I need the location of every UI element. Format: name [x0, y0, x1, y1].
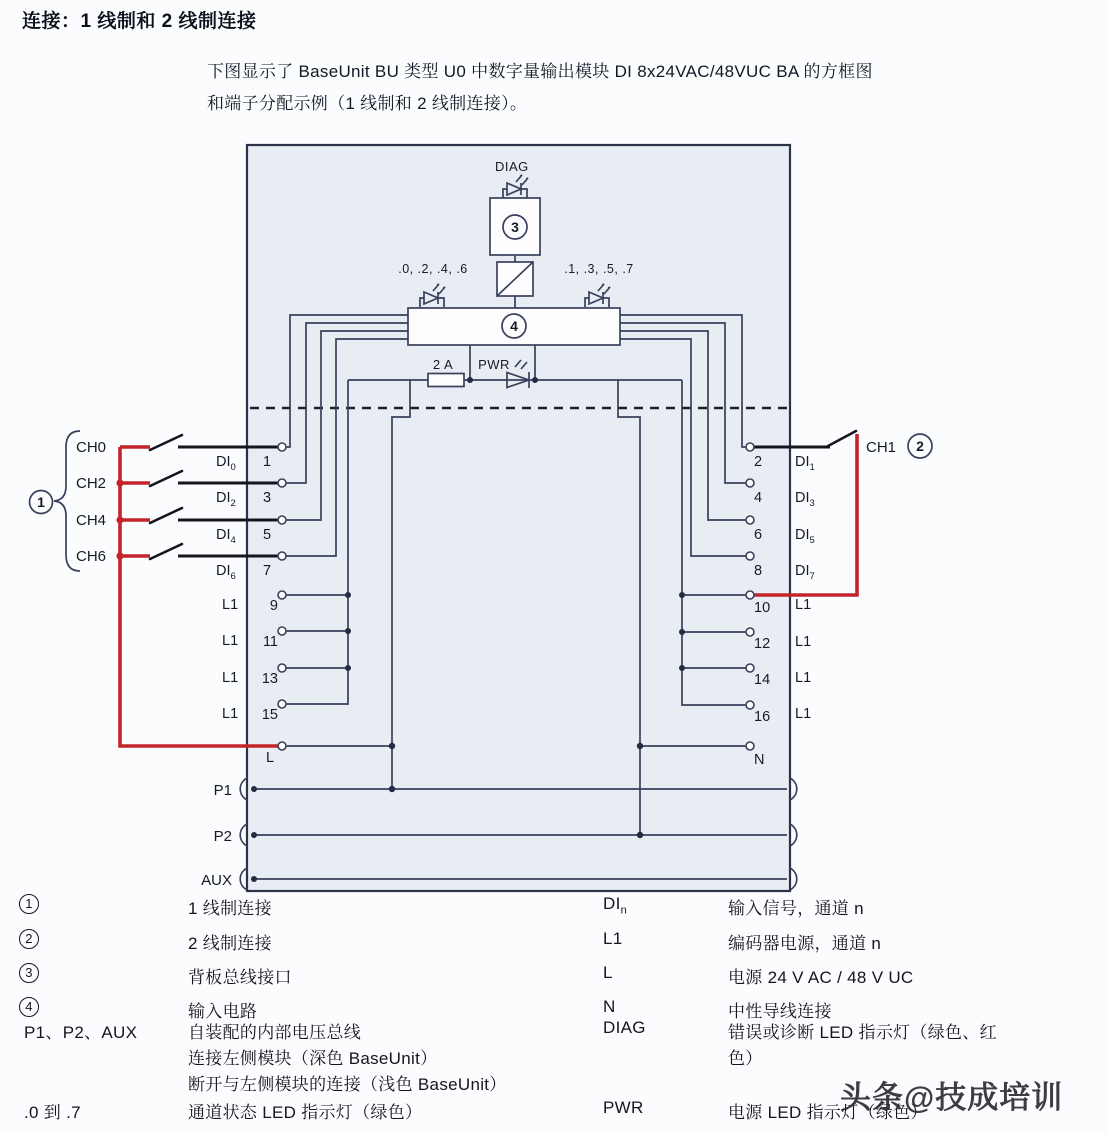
callout-1: 1 — [37, 494, 45, 510]
di6-label: $DI_6$ — [216, 563, 236, 582]
channel-led-right-label: .1, .3, .5, .7 — [564, 262, 634, 276]
legend-key-l: L — [603, 963, 613, 982]
terminal-3: 3 — [263, 490, 272, 506]
legend-key-p1p2aux: P1、P2、AUX — [24, 1023, 138, 1042]
legend-desc-4: 输入电路 — [188, 1002, 258, 1021]
terminal-6: 6 — [754, 527, 763, 543]
legend-desc-1: 1 线制连接 — [188, 899, 272, 918]
terminal-l: L — [266, 750, 275, 766]
ch4-label: CH4 — [76, 512, 107, 529]
switch-blade-right — [828, 431, 856, 446]
terminal-5: 5 — [263, 527, 272, 543]
channel-led-left-label: .0, .2, .4, .6 — [398, 262, 468, 276]
page-title: 连接：1 线制和 2 线制连接 — [22, 11, 257, 32]
l1-label-left-4: L1 — [222, 706, 239, 722]
legend-desc-n: 中性导线连接 — [728, 1002, 832, 1021]
l1-label-left-2: L1 — [222, 633, 239, 649]
legend-desc-din: 输入信号，通道 n — [728, 899, 864, 918]
switch-blades-left — [150, 435, 182, 559]
terminal-7: 7 — [263, 563, 272, 579]
terminal-10: 10 — [754, 600, 771, 616]
l1-label-left-1: L1 — [222, 597, 239, 613]
bus-p1-label: P1 — [213, 782, 232, 799]
intro-text-line1: 下图显示了 BaseUnit BU 类型 U0 中数字量输出模块 DI 8x24VAC/48VUC BA 的方框图 — [207, 62, 873, 81]
legend-desc-diag-1: 错误或诊断 LED 指示灯（绿色、红 — [728, 1023, 997, 1042]
legend-key-pwr: PWR — [603, 1098, 644, 1117]
legend-key-2: 2 — [19, 928, 39, 949]
bus-p2-label: P2 — [213, 828, 232, 845]
terminal-13: 13 — [261, 671, 278, 687]
ch2-label: CH2 — [76, 475, 107, 492]
terminal-4: 4 — [754, 490, 763, 506]
l1-label-right-3: L1 — [795, 670, 812, 686]
red-stubs-left — [120, 447, 150, 556]
legend-desc-2: 2 线制连接 — [188, 934, 272, 953]
ch0-label: CH0 — [76, 439, 107, 456]
terminal-15: 15 — [261, 707, 278, 723]
terminal-16: 16 — [754, 709, 771, 725]
di2-label: $DI_2$ — [216, 490, 236, 509]
terminal-1: 1 — [263, 454, 272, 470]
di0-label: $DI_0$ — [216, 454, 236, 473]
legend-key-4: 4 — [19, 996, 39, 1017]
callout-2: 2 — [916, 438, 924, 454]
legend-desc-3: 背板总线接口 — [188, 968, 292, 987]
terminal-14: 14 — [754, 672, 771, 688]
callout-3: 3 — [511, 219, 519, 235]
terminal-8: 8 — [754, 563, 763, 579]
di3-label: $DI_3$ — [795, 490, 815, 509]
fuse-label: 2 A — [432, 357, 454, 372]
legend-desc-pwr: 电源 LED 指示灯（绿色） — [728, 1103, 928, 1122]
di7-label: $DI_7$ — [795, 563, 815, 582]
legend-key-l1: L1 — [603, 929, 623, 948]
ch1-label: CH1 — [866, 439, 897, 456]
legend-desc-p1p2aux-1: 自装配的内部电压总线 — [188, 1023, 361, 1042]
pwr-led-label: PWR — [478, 357, 510, 372]
legend-desc-dot0-7: 通道状态 LED 指示灯（绿色） — [188, 1103, 423, 1122]
terminal-11: 11 — [262, 634, 278, 650]
legend-key-3: 3 — [19, 962, 39, 983]
l1-label-right-2: L1 — [795, 634, 812, 650]
bus-aux-label: AUX — [201, 872, 232, 889]
legend-key-diag: DIAG — [603, 1018, 646, 1037]
terminal-2: 2 — [754, 454, 763, 470]
di1-label: $DI_1$ — [795, 454, 815, 473]
legend-key-1: 1 — [19, 893, 39, 914]
l1-label-right-4: L1 — [795, 706, 812, 722]
di4-label: $DI_4$ — [216, 527, 236, 546]
di5-label: $DI_5$ — [795, 527, 815, 546]
watermark: 头条@技成培训 — [840, 1080, 1064, 1115]
legend-key-din: $DI_n$ — [603, 894, 628, 917]
ch6-label: CH6 — [76, 548, 107, 565]
legend-desc-l: 电源 24 V AC / 48 V UC — [728, 968, 914, 987]
l1-label-right-1: L1 — [795, 597, 812, 613]
legend-desc-p1p2aux-2: 连接左侧模块（深色 BaseUnit） — [188, 1049, 438, 1068]
l1-label-left-3: L1 — [222, 670, 239, 686]
terminal-12: 12 — [754, 636, 771, 652]
callout-4: 4 — [510, 318, 518, 334]
terminal-n: N — [754, 752, 765, 768]
intro-text-line2: 和端子分配示例（1 线制和 2 线制连接）。 — [207, 94, 528, 113]
legend-key-dot0-7: .0 到 .7 — [24, 1103, 81, 1122]
fuse — [428, 374, 464, 387]
legend-desc-l1: 编码器电源，通道 n — [728, 934, 882, 953]
diag-led-label: DIAG — [495, 159, 529, 174]
legend-desc-p1p2aux-3: 断开与左侧模块的连接（浅色 BaseUnit） — [188, 1075, 507, 1094]
legend-key-n: N — [603, 997, 616, 1016]
terminal-9: 9 — [269, 598, 278, 614]
legend-desc-diag-2: 色） — [728, 1049, 763, 1068]
